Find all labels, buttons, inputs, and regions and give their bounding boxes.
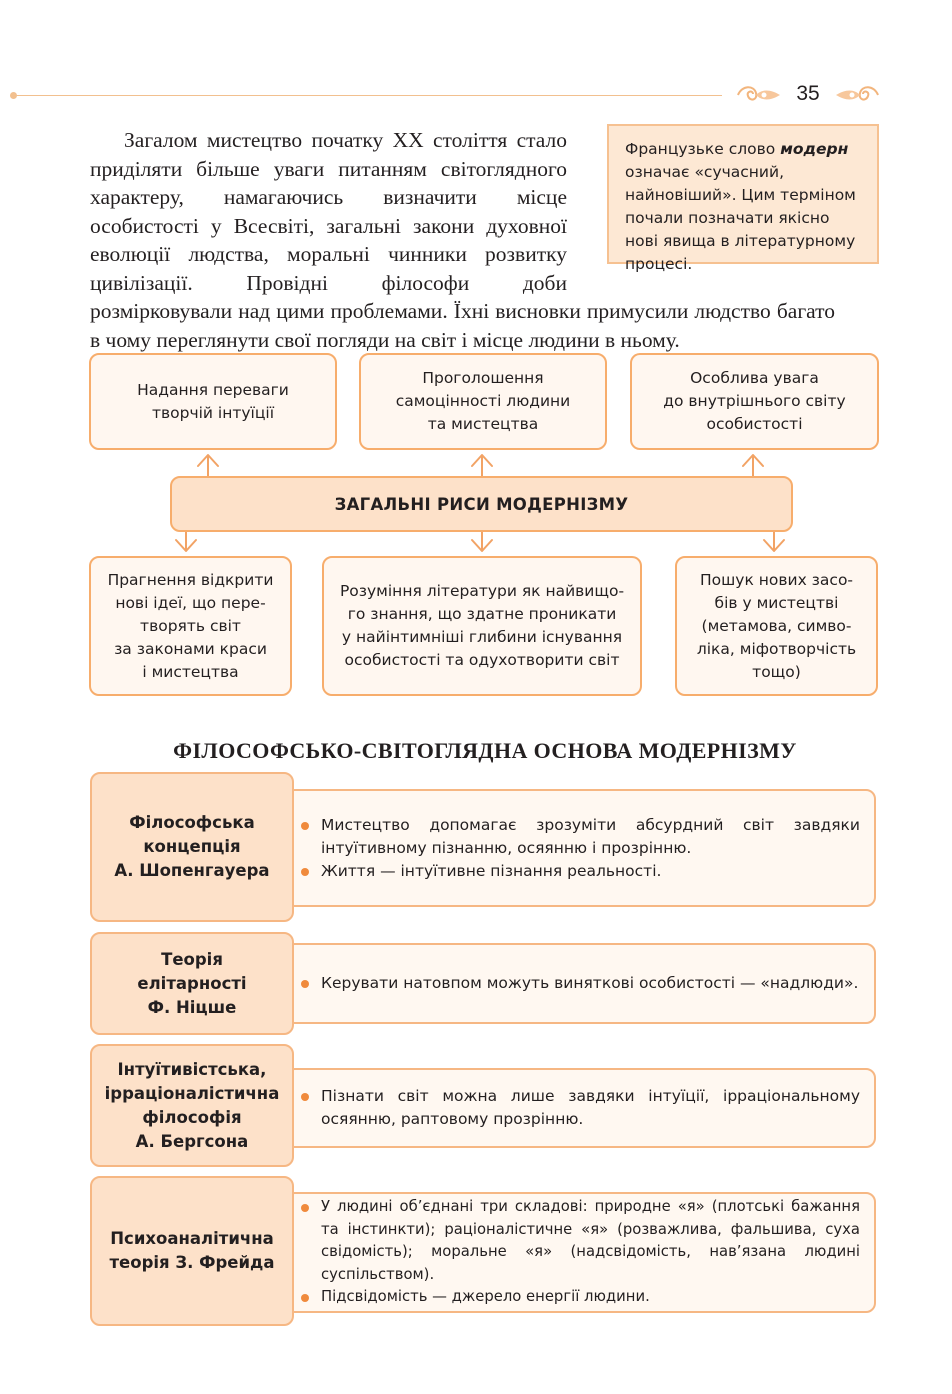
note-suffix: означає «сучасний, найновіший». Цим терміном почали позначати якісно нові явища в літературному процесі. [625, 163, 856, 273]
bullet-icon [301, 822, 309, 830]
philosophy-row-4-content [285, 1192, 876, 1313]
note-prefix: Французьке слово [625, 140, 781, 158]
philosophy-row-2-label: Теорія елітарності Ф. Ніцше [90, 932, 294, 1035]
trait-box-bottom-3: Пошук нових засо- бів у мистецтві (метамова, симво- ліка, міфотворчість тощо) [675, 556, 878, 696]
note-term: модерн [780, 140, 849, 158]
list-item: Життя — інтуїтивне пізнання реальності. [301, 860, 860, 883]
trait-box-top-1: Надання переваги творчій інтуїції [89, 353, 337, 450]
page-number: 35 [796, 82, 820, 105]
bullet-icon [301, 1204, 309, 1212]
trait-box-bottom-2: Розуміння літератури як найвищо- го знання, що здатне проникати у найінтимніші глибини існування особистості та одухотворити світ [322, 556, 642, 696]
section-title: ФІЛОСОФСЬКО-СВІТОГЛЯДНА ОСНОВА МОДЕРНІЗМУ [173, 738, 797, 763]
trait-box-top-3: Особлива увага до внутрішнього світу особистості [630, 353, 879, 450]
modernism-traits-title: ЗАГАЛЬНІ РИСИ МОДЕРНІЗМУ [170, 476, 793, 532]
philosophy-row-2-content [285, 943, 876, 1024]
list-item: Керувати натовпом можуть виняткові особистості — «надлюди». [301, 972, 860, 995]
trait-box-bottom-1: Прагнення відкрити нові ідеї, що пере- творять світ за законами краси і мистецтва [89, 556, 292, 696]
list-item: У людині об’єднані три складові: природне «я» (плотські бажання та інстинкти); раціоналістичне «я» (розважлива, фальшива, суха свідомість); моральне «я» (надсвідомість, нав’язана людині суспільством). [301, 1196, 860, 1286]
list-item: Підсвідомість — джерело енергії людини. [301, 1286, 860, 1309]
philosophy-row-3-content [285, 1068, 876, 1148]
bullet-icon [301, 1294, 309, 1302]
philosophy-row-4-label: Психоаналітична теорія З. Фрейда [90, 1176, 294, 1326]
philosophy-row-1-content [285, 789, 876, 907]
intro-paragraph: Загалом мистецтво початку XX століття стало приділяти більше уваги питанням світоглядного характеру, намагаючись визначити місце особистості у Всесвіті, загальні закони духовної еволюції людства, моральні чинники розвитку цивілізації. Провідні філософи доби розмірковували над цими проблемами. Їхні висновки примусили людство багато в чому переглянути свої погляди на світ і місце людини в ньому. [90, 128, 835, 352]
trait-box-top-2: Проголошення самоцінності людини та мистецтва [359, 353, 607, 450]
list-item: Пізнати світ можна лише завдяки інтуїції, ірраціональному осяянню, раптовому прозрінню. [301, 1085, 860, 1131]
philosophy-row-1-label: Філософська концепція А. Шопенгауера [90, 772, 294, 922]
bullet-icon [301, 980, 309, 988]
list-item: Мистецтво допомагає зрозуміти абсурдний світ завдяки інтуїтивному пізнанню, осяянню і прозрінню. [301, 814, 860, 860]
bullet-icon [301, 868, 309, 876]
bullet-icon [301, 1093, 309, 1101]
philosophy-row-3-label: Інтуїтивістська, ірраціоналістична філософія А. Бергсона [90, 1044, 294, 1167]
